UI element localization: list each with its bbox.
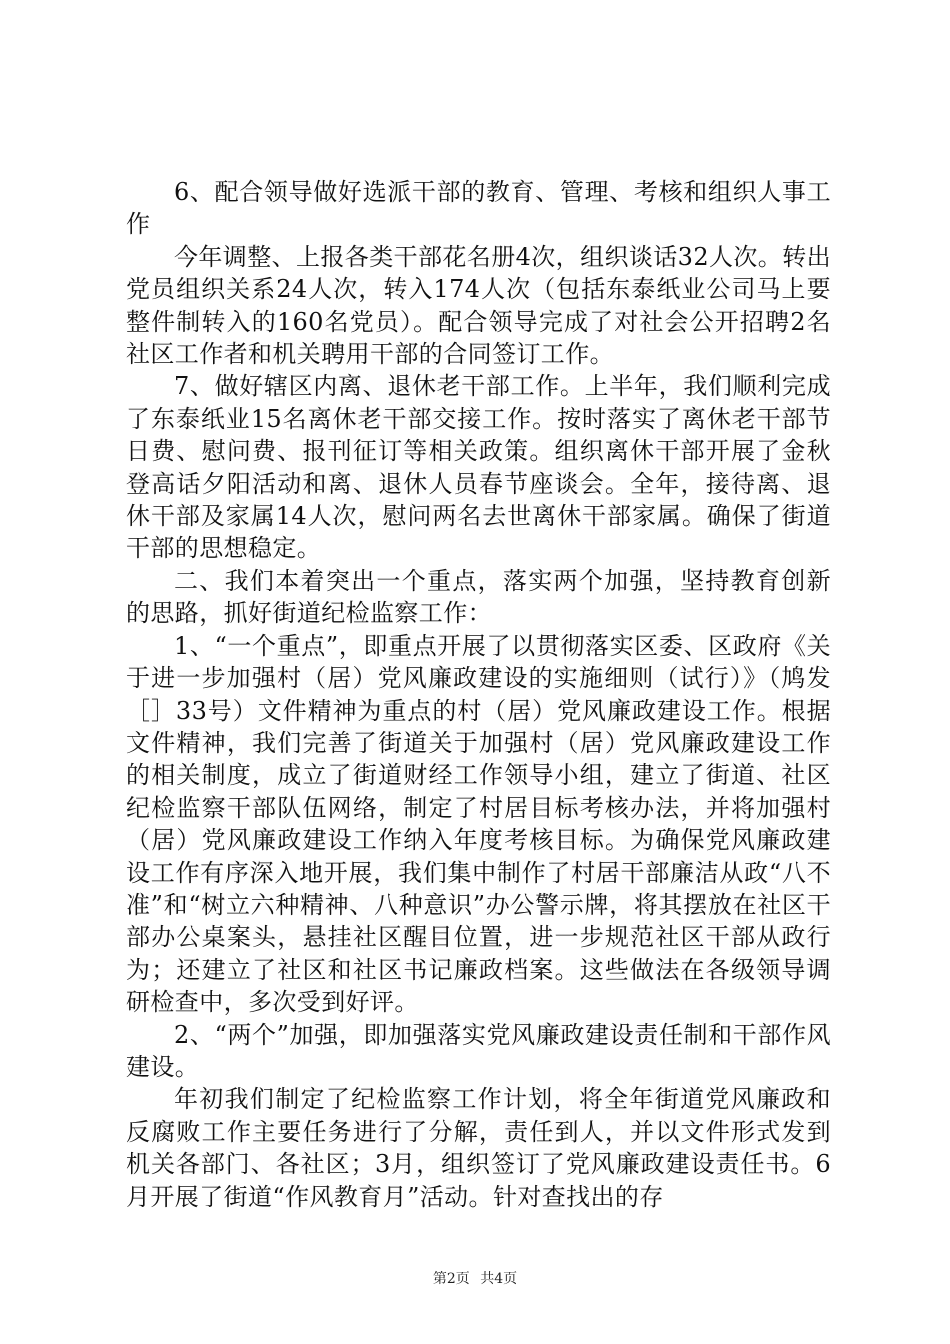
page-footer	[0, 1268, 950, 1288]
paragraph-section-two: 二、我们本着突出一个重点，落实两个加强，坚持教育创新的思路，抓好街道纪检监察工作：	[126, 566, 831, 628]
paragraph-item-6: 6、配合领导做好选派干部的教育、管理、考核和组织人事工作	[126, 178, 831, 239]
paragraph-item-7: 7、做好辖区内离、退休老干部工作。上半年，我们顺利完成了东泰纸业15名离休老干部交接工作。按时落实了离休老干部节日费、慰问费、报刊征订等相关政策。组织离休干部开展了金秋登高话夕阳活动和离、退休人员春节座谈会。全年，接待离、退休干部及家属14人次，慰问两名去世离休干部家属。确保了街道干部的思想稳定。	[126, 372, 831, 563]
page-total: 共4页	[480, 1271, 518, 1287]
paragraph-one-focus: 1、“一个重点”，即重点开展了以贯彻落实区委、区政府《关于进一步加强村（居）党风廉政建设的实施细则（试行）》（鸠发［］33号）文件精神为重点的村（居）党风廉政建设工作。根据文件精神，我们完善了街道关于加强村（居）党风廉政建设工作的相关制度，成立了街道财经工作领导小组，建立了街道、社区纪检监察干部队伍网络，制定了村居目标考核办法，并将加强村（居）党风廉政建设工作纳入年度考核目标。为确保党风廉政建设工作有序深入地开展，我们集中制作了村居干部廉洁从政“八不准”和“树立六种精神、八种意识”办公警示牌，将其摆放在社区干部办公桌案头，悬挂社区醒目位置，进一步规范社区干部从政行为；还建立了社区和社区书记廉政档案。这些做法在各级领导调研检查中，多次受到好评。	[126, 631, 831, 1017]
paragraph-cadre-roster: 今年调整、上报各类干部花名册4次，组织谈话32人次。转出党员组织关系24人次，转入174人次（包括东泰纸业公司马上要整件制转入的160名党员）。配合领导完成了对社会公开招聘2名社区工作者和机关聘用干部的合同签订工作。	[126, 242, 832, 369]
paragraph-two-strengthen: 2、“两个”加强，即加强落实党风廉政建设责任制和干部作风建设。	[126, 1020, 831, 1081]
page-number: 第2页	[432, 1271, 470, 1287]
document-body	[126, 176, 831, 1213]
paragraph-year-plan: 年初我们制定了纪检监察工作计划，将全年街道党风廉政和反腐败工作主要任务进行了分解，责任到人，并以文件形式发到机关各部门、各社区；3月，组织签订了党风廉政建设责任书。6月开展了街道“作风教育月”活动。针对查找出的存	[126, 1085, 831, 1211]
